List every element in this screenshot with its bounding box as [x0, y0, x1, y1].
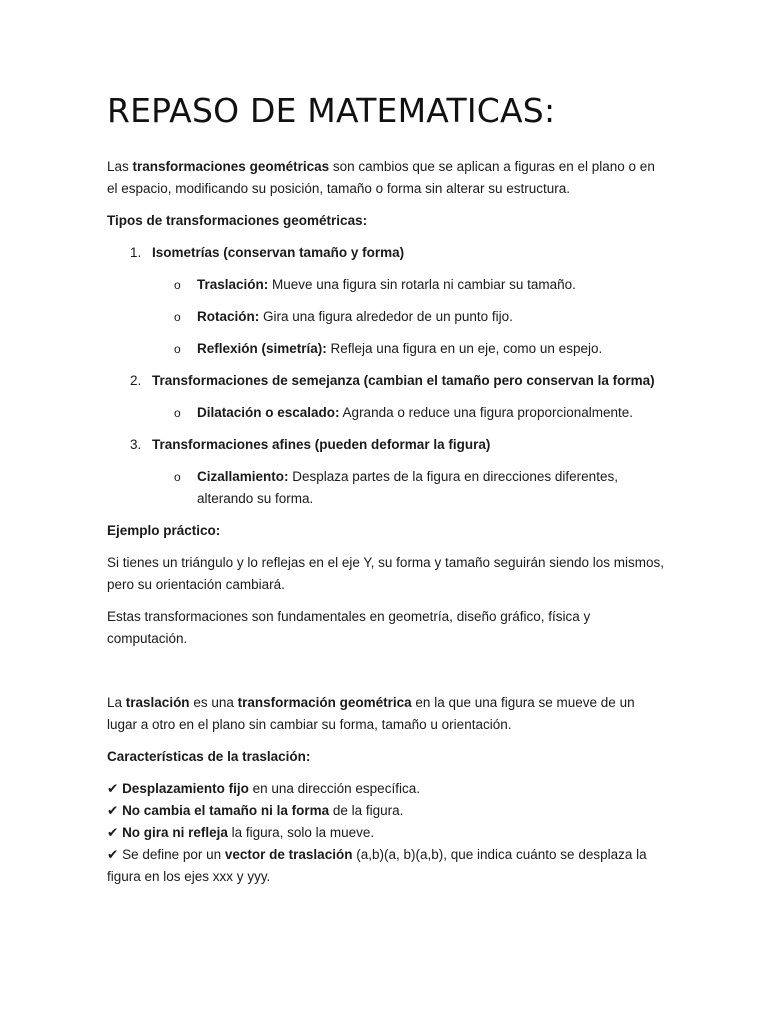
characteristics-heading — [107, 746, 667, 768]
check-item-4 — [107, 844, 667, 888]
example-paragraph: Si tienes un triángulo y lo reflejas en el eje Y, su forma y tamaño seguirán siendo los mismos, pero su orientación cambiará. — [107, 555, 665, 592]
check-pre: Se define por un — [122, 847, 225, 862]
document-page — [107, 90, 667, 888]
list-number: 2. — [130, 373, 142, 388]
sub-item-term: Cizallamiento: — [197, 469, 289, 484]
translation-intro-bold1: traslación — [125, 695, 190, 710]
translation-intro-pre: La — [107, 695, 126, 710]
check-bold: No gira ni refleja — [122, 825, 228, 840]
intro-post: son cambios que se aplican a figuras en el plano o en el espacio, modificando su posición, tamaño o forma sin alterar su estructura. — [107, 159, 655, 196]
example-heading — [107, 520, 667, 542]
section-spacer — [107, 660, 667, 692]
list-item-3 — [107, 434, 667, 456]
types-heading — [107, 210, 667, 232]
check-bold: vector de traslación — [224, 847, 353, 862]
sub-item-term: Reflexión (simetría): — [197, 341, 327, 356]
bullet-icon: o — [174, 342, 181, 356]
checkmark-icon: ✔ — [107, 781, 123, 796]
check-item-3 — [107, 822, 667, 844]
check-post: de la figura. — [329, 803, 404, 818]
translation-intro-paragraph — [107, 692, 667, 736]
sub-item-term: Rotación: — [197, 309, 260, 324]
translation-intro-bold2: transformación geométrica — [237, 695, 412, 710]
translation-intro-post: en la que una figura se mueve de un lugar a otro en el plano sin cambiar su forma, tamaño u orientación. — [107, 695, 635, 732]
list-item-1 — [107, 242, 667, 264]
types-heading-text: Tipos de transformaciones geométricas: — [107, 213, 368, 228]
list-item-label: Transformaciones de semejanza (cambian el tamaño pero conservan la forma) — [152, 373, 655, 388]
sub-item-text: Agranda o reduce una figura proporcionalmente. — [339, 405, 633, 420]
list-item-label: Isometrías (conservan tamaño y forma) — [152, 245, 405, 260]
list-item-2 — [107, 370, 667, 392]
sub-item-cizallamiento — [107, 466, 667, 510]
fundamentals-paragraph: Estas transformaciones son fundamentales en geometría, diseño gráfico, física y computación. — [107, 609, 591, 646]
sub-item-text: Mueve una figura sin rotarla ni cambiar su tamaño. — [268, 277, 576, 292]
check-post: en una dirección específica. — [248, 781, 420, 796]
sub-item-reflexion — [107, 338, 667, 360]
sub-item-text: Refleja una figura en un eje, como un espejo. — [326, 341, 603, 356]
page-title: REPASO DE MATEMATICAS: — [107, 91, 556, 130]
sub-item-dilatacion — [107, 402, 667, 424]
check-item-1 — [107, 778, 667, 800]
sub-item-text: Gira una figura alrededor de un punto fijo. — [259, 309, 513, 324]
check-post: la figura, solo la mueve. — [227, 825, 375, 840]
bullet-icon: o — [174, 310, 181, 324]
sub-item-term: Dilatación o escalado: — [197, 405, 340, 420]
check-bold: No cambia el tamaño ni la forma — [122, 803, 330, 818]
sub-item-traslacion — [107, 274, 667, 296]
list-item-label: Transformaciones afines (pueden deformar la figura) — [152, 437, 491, 452]
checkmark-icon: ✔ — [107, 825, 123, 840]
characteristics-list — [107, 778, 667, 888]
list-number: 3. — [130, 437, 142, 452]
list-number: 1. — [130, 245, 142, 260]
check-post: (a,b)(a, b)(a,b), que indica cuánto se desplaza la figura en los ejes xxx y yyy. — [107, 847, 647, 884]
intro-pre: Las — [107, 159, 133, 174]
intro-bold: transformaciones geométricas — [132, 159, 330, 174]
example-heading-text: Ejemplo práctico: — [107, 523, 221, 538]
checkmark-icon: ✔ — [107, 803, 123, 818]
bullet-icon: o — [174, 406, 181, 420]
bullet-icon: o — [174, 470, 181, 484]
bullet-icon: o — [174, 278, 181, 292]
sub-item-rotacion — [107, 306, 667, 328]
sub-item-text: Desplaza partes de la figura en direcciones diferentes, alterando su forma. — [197, 469, 618, 506]
checkmark-icon: ✔ — [107, 847, 123, 862]
intro-paragraph — [107, 156, 667, 200]
sub-item-term: Traslación: — [197, 277, 269, 292]
translation-intro-mid: es una — [189, 695, 238, 710]
characteristics-heading-text: Características de la traslación: — [107, 749, 311, 764]
check-item-2 — [107, 800, 667, 822]
check-bold: Desplazamiento fijo — [122, 781, 249, 796]
